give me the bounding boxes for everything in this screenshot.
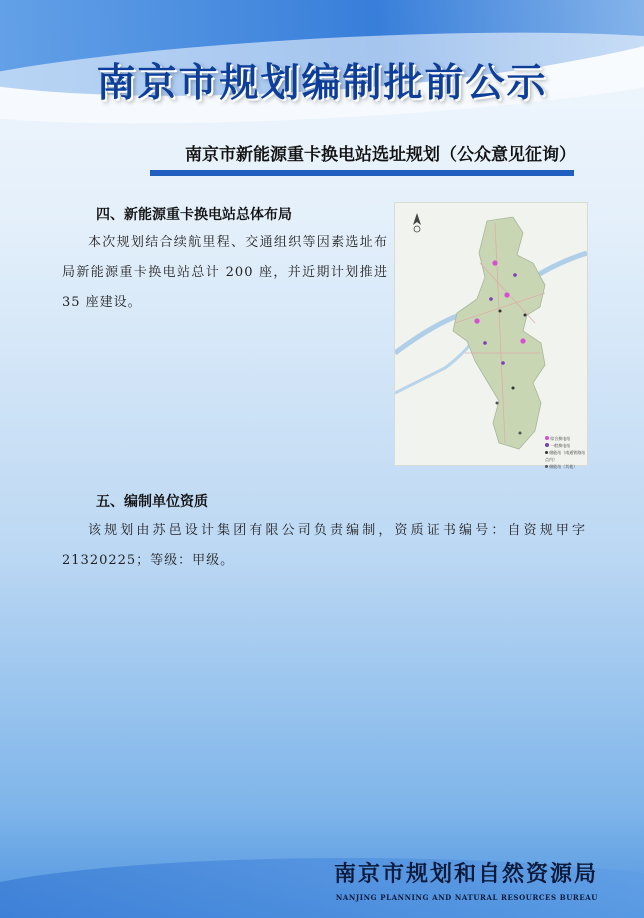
legend-item: 一般换电站 — [545, 442, 587, 449]
legend-item: 储能站（其他） — [545, 463, 587, 470]
footer-org-name: 南京市规划和自然资源局 — [333, 861, 598, 887]
subtitle-rule — [150, 170, 574, 176]
page-title: 南京市规划编制批前公示 — [96, 60, 548, 106]
section5-heading: 五、编制单位资质 — [96, 494, 208, 510]
page-subtitle: 南京市新能源重卡换电站选址规划（公众意见征询） — [185, 145, 576, 165]
section4-body: 本次规划结合续航里程、交通组织等因素选址布局新能源重卡换电站总计 200 座，并近期计划推进 35 座建设。 — [62, 235, 388, 310]
legend-item: 储能站（南通铁路站点内） — [545, 450, 586, 462]
legend-item: 综合换电站 — [545, 435, 587, 442]
footer-org-name-en: NANJING PLANNING AND NATURAL RESOURCES BUREAU — [335, 893, 598, 902]
section5-body: 该规划由苏邑设计集团有限公司负责编制，资质证书编号：自资规甲字 21320225；等级：甲级。 — [62, 523, 586, 568]
city-area — [453, 217, 545, 449]
north-arrow-icon — [413, 213, 421, 232]
layout-map — [394, 202, 588, 469]
section4-heading: 四、新能源重卡换电站总体布局 — [96, 207, 292, 223]
map-legend — [545, 435, 587, 470]
